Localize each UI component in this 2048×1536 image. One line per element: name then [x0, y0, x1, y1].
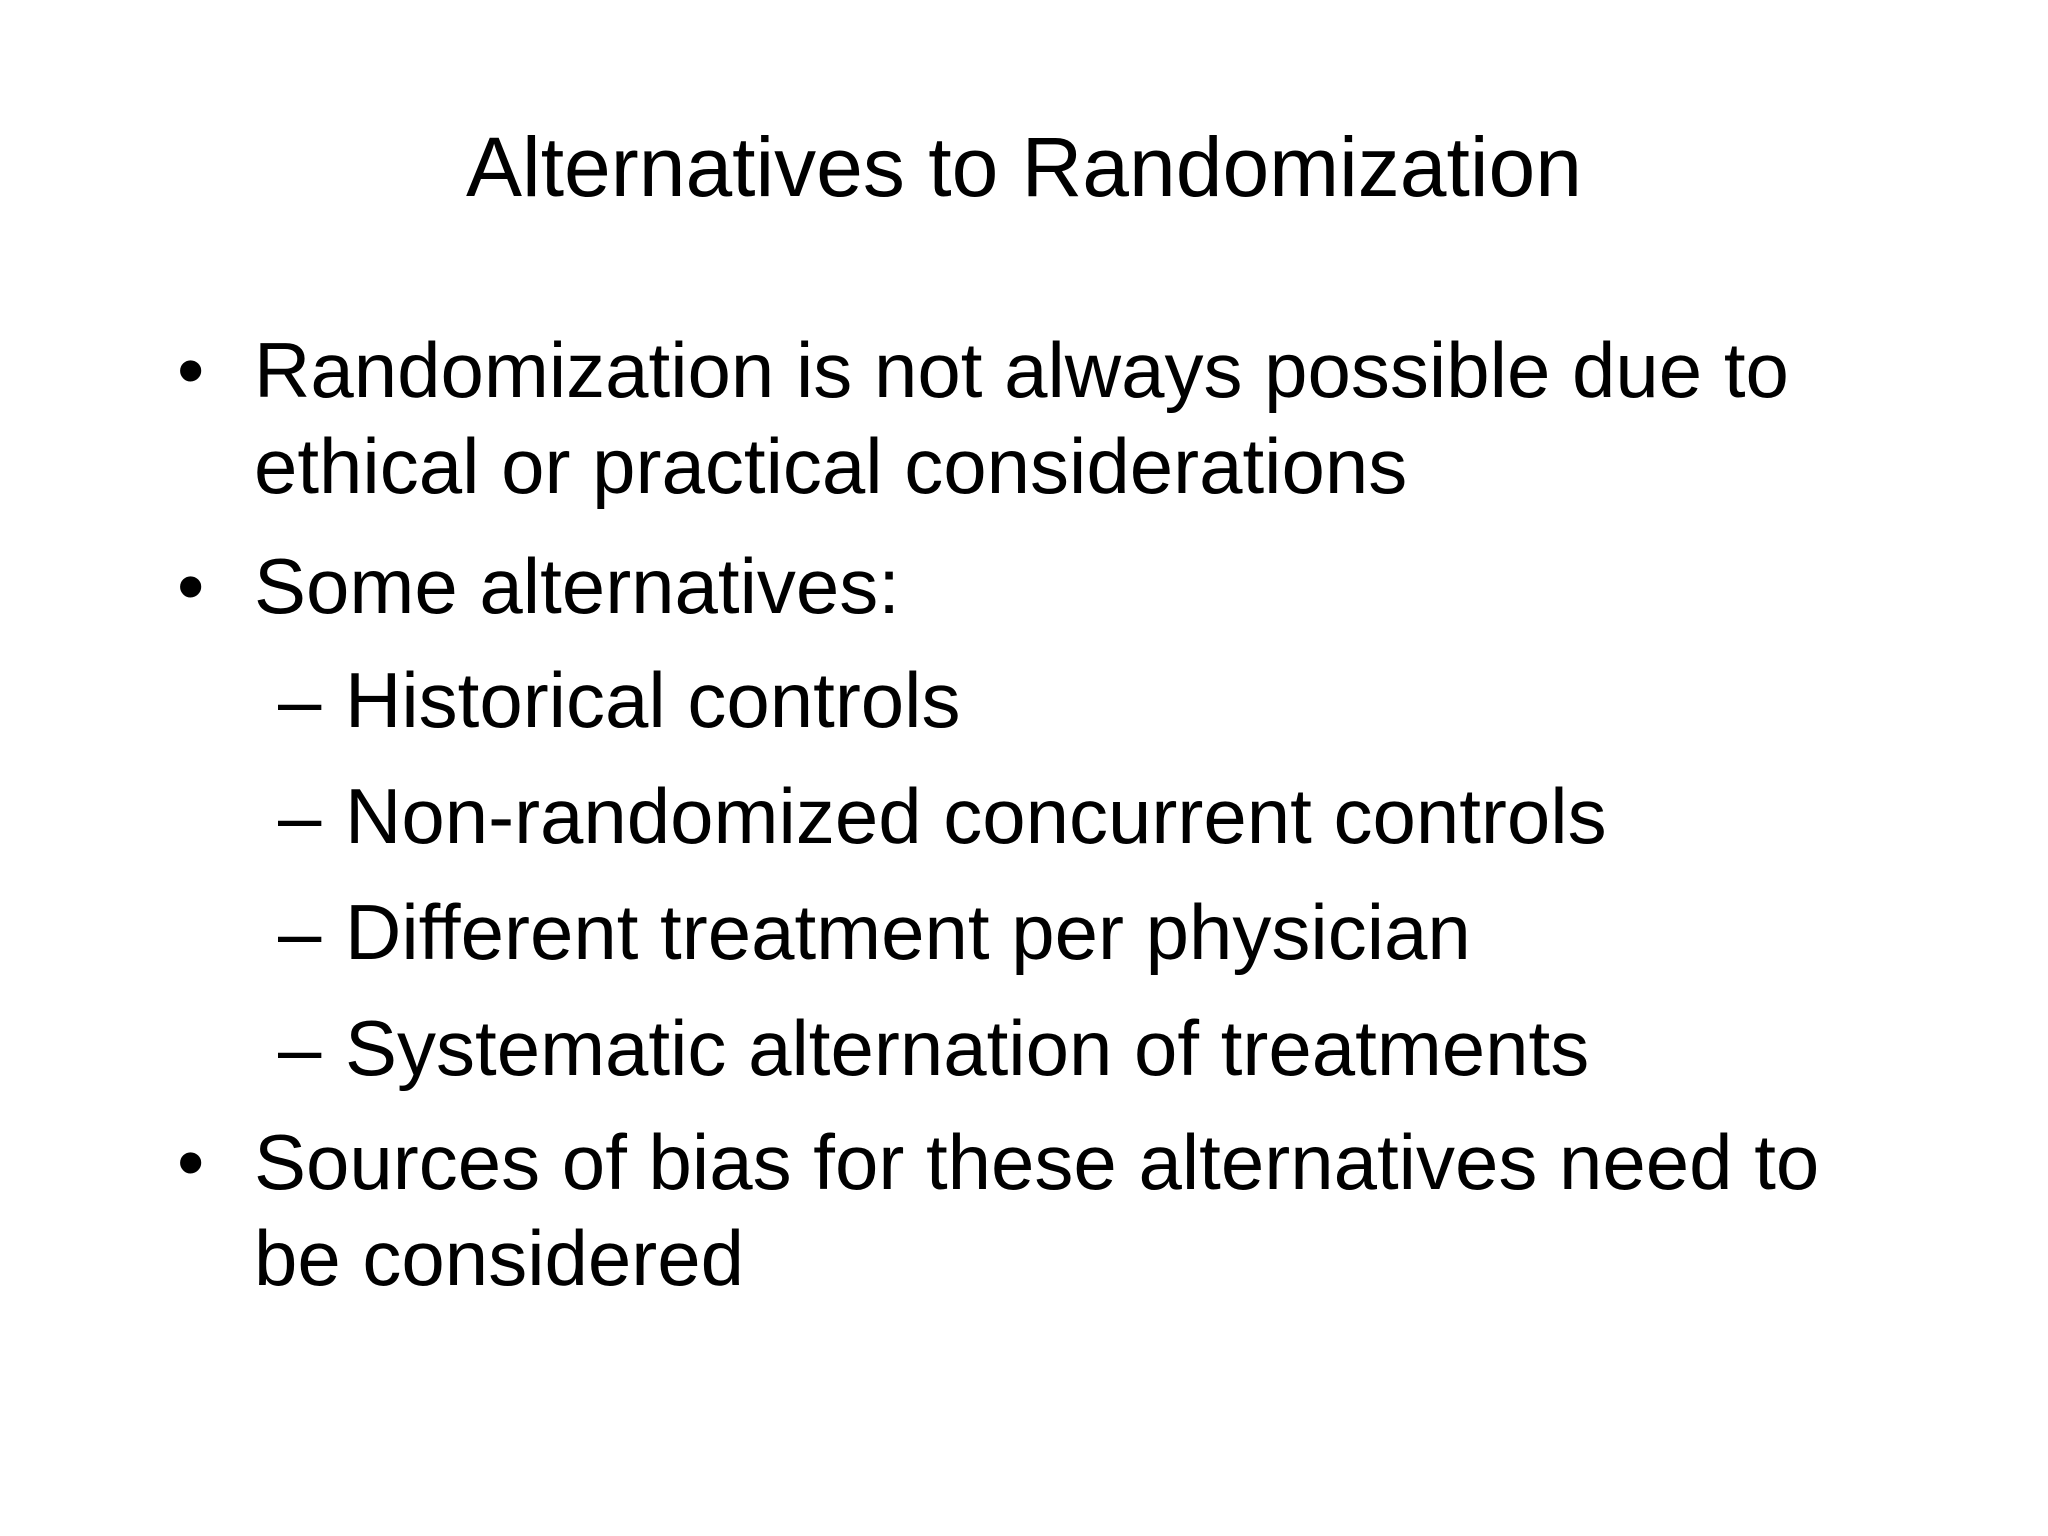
bullet-marker: •	[177, 1118, 205, 1206]
sub-item-historical-controls	[0, 652, 2048, 752]
sub-item-text-line: Historical controls	[345, 656, 961, 744]
sub-item-text	[345, 652, 961, 748]
sub-item-text-line: Non-randomized concurrent controls	[345, 772, 1607, 860]
dash-marker: –	[278, 1004, 322, 1092]
sub-item-non-randomized	[0, 768, 2048, 868]
sub-item-text-line: Systematic alternation of treatments	[345, 1004, 1590, 1092]
bullet-item-randomization	[0, 322, 2048, 522]
bullet-text-line: Randomization is not always possible due to	[254, 326, 1789, 414]
bullet-text-line: Sources of bias for these alternatives need to	[254, 1118, 1820, 1206]
dash-marker: –	[278, 656, 322, 744]
bullet-text-line: be considered	[254, 1214, 745, 1302]
bullet-text	[254, 1114, 1819, 1306]
bullet-text	[254, 538, 900, 634]
bullet-marker: •	[177, 326, 205, 414]
dash-marker: –	[278, 772, 322, 860]
bullet-marker: •	[177, 542, 205, 630]
bullet-item-sources-of-bias	[0, 1114, 2048, 1314]
sub-item-text	[345, 1000, 1589, 1096]
bullet-text-line: ethical or practical considerations	[254, 422, 1408, 510]
sub-item-text-line: Different treatment per physician	[345, 888, 1471, 976]
bullet-text-line: Some alternatives:	[254, 542, 900, 630]
sub-item-systematic-alternation	[0, 1000, 2048, 1100]
bullet-text	[254, 322, 1789, 514]
bullet-item-some-alternatives	[0, 538, 2048, 638]
dash-marker: –	[278, 888, 322, 976]
sub-item-text	[345, 768, 1607, 864]
slide-title: Alternatives to Randomization	[466, 120, 1582, 214]
sub-item-different-treatment	[0, 884, 2048, 984]
sub-item-text	[345, 884, 1471, 980]
